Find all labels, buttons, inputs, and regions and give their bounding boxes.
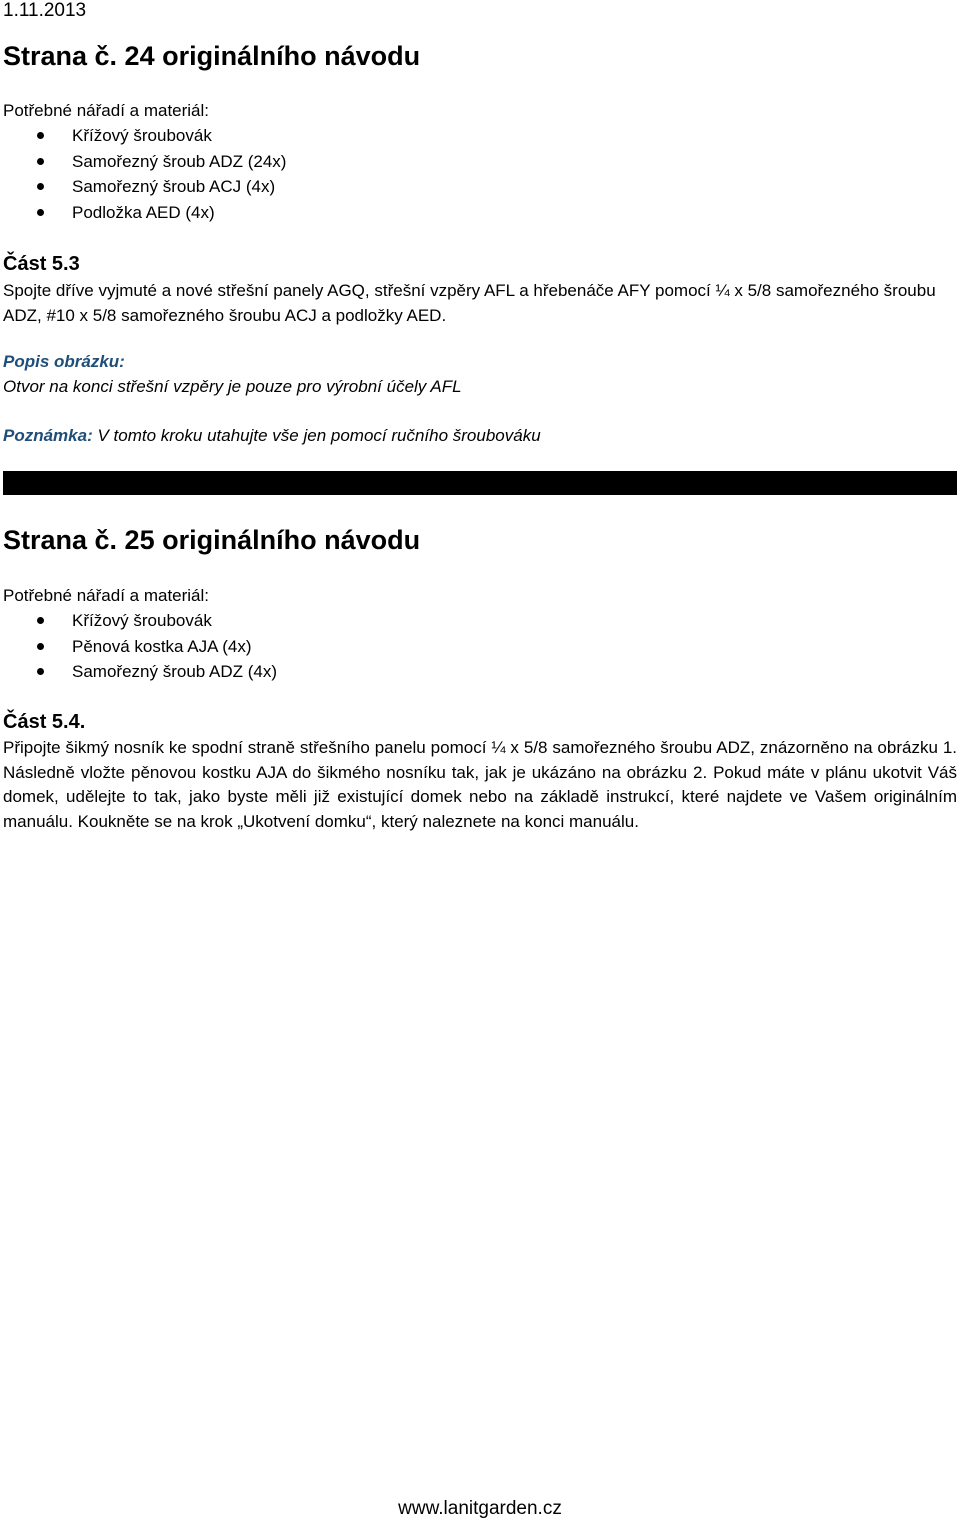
section2-part-title: Část 5.4. xyxy=(3,711,86,733)
list-item: Samořezný šroub ADZ (4x) xyxy=(0,659,277,685)
footer-website: www.lanitgarden.cz xyxy=(398,1498,562,1519)
document-date: 1.11.2013 xyxy=(3,0,87,21)
note xyxy=(3,423,541,448)
bullet-icon xyxy=(37,158,44,165)
list-item: Pěnová kostka AJA (4x) xyxy=(0,634,277,660)
note-label: Poznámka: xyxy=(3,426,93,445)
bullet-icon xyxy=(37,209,44,216)
section-divider xyxy=(3,471,957,495)
section2-tools-label: Potřebné nářadí a materiál: xyxy=(3,586,210,605)
section1-part-text: Spojte dříve vyjmuté a nové střešní panely AGQ, střešní vzpěry AFL a hřebenáče AFY pomocí ¼ x 5/8 samořezného šroubu ADZ, #10 x 5/8 samořezného šroubu ACJ a podložky AED. xyxy=(3,281,936,325)
section2-part-text: Připojte šikmý nosník ke spodní straně střešního panelu pomocí ¼ x 5/8 samořezného šroubu ADZ, znázorněno na obrázku 1. Následně vložte pěnovou kostku AJA do šikmého nosníku tak, jak je ukázáno na obrázku 2. Pokud máte v plánu ukotvit Váš domek, udělejte to tak, jako byste měli již existující domek nebo na základě instrukcí, které najdete ve Vašem originálním manuálu. Koukněte se na krok „Ukotvení domku“, který naleznete na konci manuálu. xyxy=(3,738,957,832)
caption-text: Otvor na konci střešní vzpěry je pouze pro výrobní účely AFL xyxy=(3,377,462,396)
section2-tools-list xyxy=(0,608,277,685)
list-item: Samořezný šroub ADZ (24x) xyxy=(0,149,286,175)
note-text: V tomto kroku utahujte vše jen pomocí ručního šroubováku xyxy=(92,426,541,445)
list-item: Křížový šroubovák xyxy=(0,123,286,149)
bullet-icon xyxy=(37,668,44,675)
section1-tools-label: Potřebné nářadí a materiál: xyxy=(3,101,210,120)
bullet-icon xyxy=(37,183,44,190)
bullet-icon xyxy=(37,643,44,650)
bullet-icon xyxy=(37,617,44,624)
section2-title: Strana č. 25 originálního návodu xyxy=(3,525,421,555)
section1-tools-list xyxy=(0,123,286,225)
list-item: Křížový šroubovák xyxy=(0,608,277,634)
caption-label: Popis obrázku: xyxy=(3,352,125,371)
section1-part-title: Část 5.3 xyxy=(3,253,80,275)
list-item: Podložka AED (4x) xyxy=(0,200,286,226)
section1-title: Strana č. 24 originálního návodu xyxy=(3,41,421,71)
list-item: Samořezný šroub ACJ (4x) xyxy=(0,174,286,200)
bullet-icon xyxy=(37,132,44,139)
